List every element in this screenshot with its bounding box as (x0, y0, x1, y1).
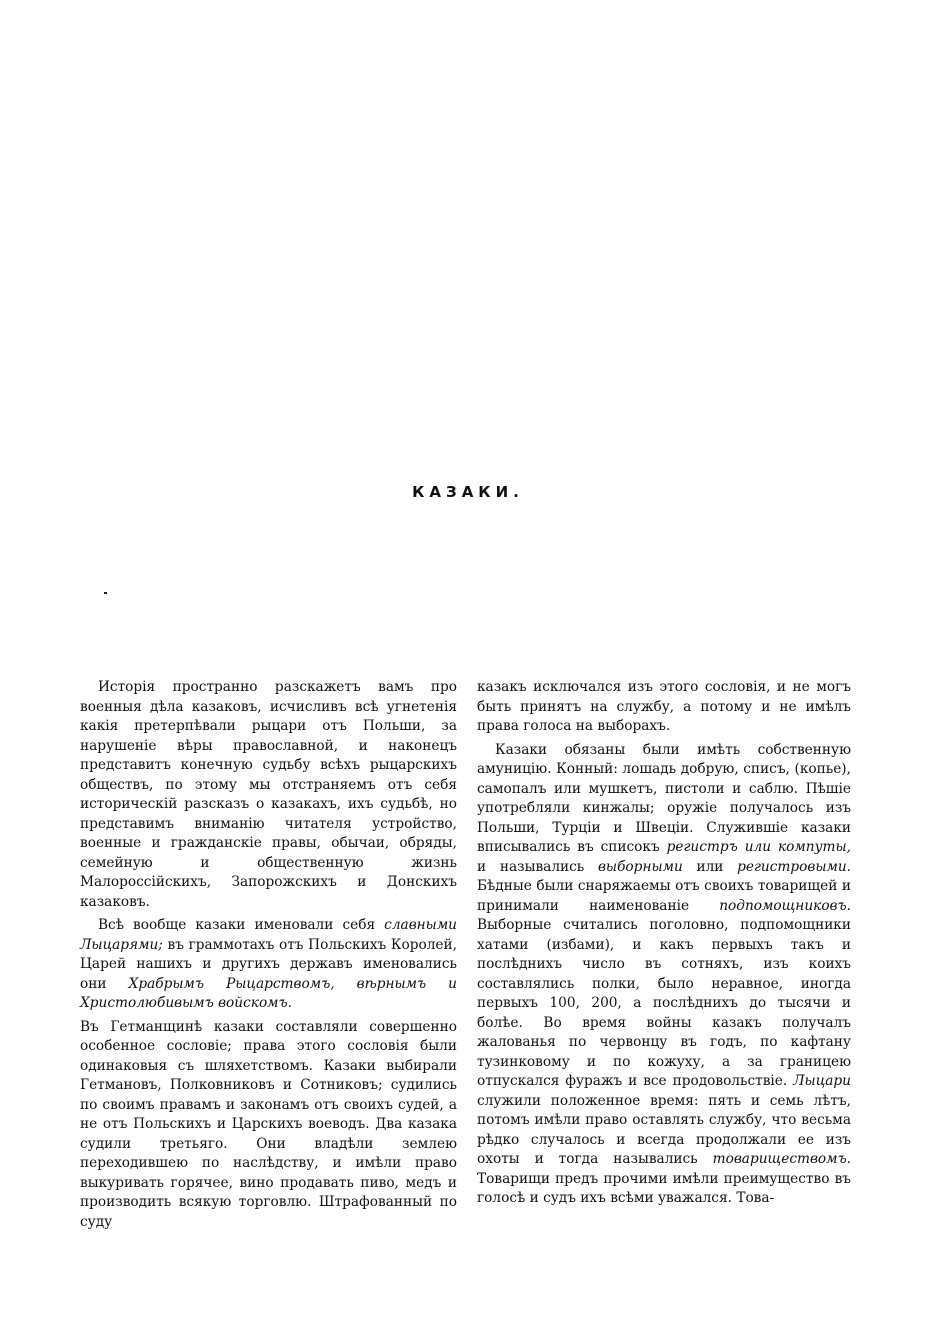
paragraph-continuation (477, 678, 851, 737)
paragraph-ammunition-text-b: и назывались (477, 858, 598, 875)
page-title: КАЗАКИ. (412, 483, 524, 501)
paragraph-ammunition-text-e: Выборные считались поголовно, подпомощники хатами (избами), и какъ первыхъ такъ и послѣднихъ число въ сотняхъ, изъ коихъ составлялись полки, было неравное, иногда первыхъ 100, 200, а послѣднихъ до тысячи и болѣе. Во время войны казакъ получалъ жалованья по червонцу въ годъ, по кафтану тузинковому и по кожуху, а за границею отпускался фуражъ и все продовольствіе. (477, 917, 851, 1089)
paragraph-knights-text-b: въ граммотахъ отъ Польскихъ Королей, Царей нашихъ и другихъ державъ именовались они (80, 936, 457, 992)
paragraph-ammunition-text-g: Товарищи предъ прочими имѣли преимущество въ голосѣ и судъ ихъ всѣми уважался. Това- (477, 1170, 851, 1206)
emphasis-elected: выборными (597, 858, 683, 875)
paragraph-history (80, 678, 457, 912)
paragraph-knights-text-a: Всѣ вообще казаки именовали себя (98, 917, 385, 933)
emphasis-brave-knighthood: Храбрымъ Рыцарствомъ, вѣрнымъ и Христолюбивымъ войскомъ. (80, 975, 457, 1011)
emphasis-lytsari: Лыцари (793, 1073, 851, 1089)
emphasis-helpers: подпомощниковъ. (719, 897, 851, 914)
paragraph-ammunition-text-c: или (682, 858, 738, 875)
paragraph-ammunition-text-a: Казаки обязаны были имѣть собственную амуницію. Конный: лошадь добрую, списъ, (копье), самопалъ или мушкетъ, пистоли и саблю. Пѣшіе употребляли кинжалы; оружіе получалось изъ Польши, Турціи и Швеціи. Служившіе казаки вписывались въ списокъ (477, 741, 851, 855)
paragraph-ammunition-text-d: Бѣдные были снаряжаемы отъ своихъ товарищей и принимали наименованіе (477, 878, 851, 914)
paragraph-ammunition-text-f: служили положенное время: пять и семь лѣтъ, потомъ имѣли право оставлять службу, что весьма рѣдко случалось и всегда продолжали ее изъ охоты и тогда назывались (477, 1092, 851, 1167)
paragraph-history-text: Исторія пространно разскажетъ вамъ про военныя дѣла казаковъ, исчисливъ всѣ угнетенія какія претерпѣвали рыцари отъ Польши, за нарушеніе вѣры православной, и наконецъ представитъ конечную судьбу всѣхъ рыцарскихъ обществъ, по этому мы отстраняемъ отъ себя историческій разсказъ о казакахъ, ихъ судьбѣ, но представимъ вниманію читателя устройство, военные и гражданскіе правы, обычаи, обряды, семейную и общественную жизнь Малороссійскихъ, Запорожскихъ и Донскихъ казаковъ. (80, 679, 457, 910)
emphasis-fellowship: товариществомъ. (712, 1151, 851, 1167)
ink-speck (104, 592, 107, 594)
paragraph-continuation-text: казакъ исключался изъ этого сословія, и не могъ быть принятъ на службу, а потому и не имѣлъ права голоса на выборахъ. (477, 679, 851, 734)
right-column (477, 678, 851, 1213)
paragraph-hetmanate (80, 1018, 457, 1233)
emphasis-registered: регистровыми. (737, 858, 851, 875)
paragraph-ammunition (477, 741, 851, 1209)
paragraph-knights (80, 916, 457, 1014)
emphasis-glorious-knights: славными Лыцарями; (80, 917, 457, 953)
paragraph-hetmanate-text: Въ Гетманщинѣ казаки составляли совершенно особенное сословіе; права этого сословія были одинаковыя съ шляхетствомъ. Казаки выбирали Гетмановъ, Полковниковъ и Сотниковъ; судились по своимъ правамъ и законамъ отъ своихъ судей, а не отъ Польскихъ и Царскихъ воеводъ. Два казака судили третьяго. Они владѣли землею переходившею по наслѣдству, и имѣли право выкуривать горячее, вино продавать пиво, медъ и производить всякую торговлю. Штрафованный по суду (80, 1018, 457, 1230)
left-column (80, 678, 457, 1236)
emphasis-register: регистръ или компуты, (666, 839, 851, 855)
